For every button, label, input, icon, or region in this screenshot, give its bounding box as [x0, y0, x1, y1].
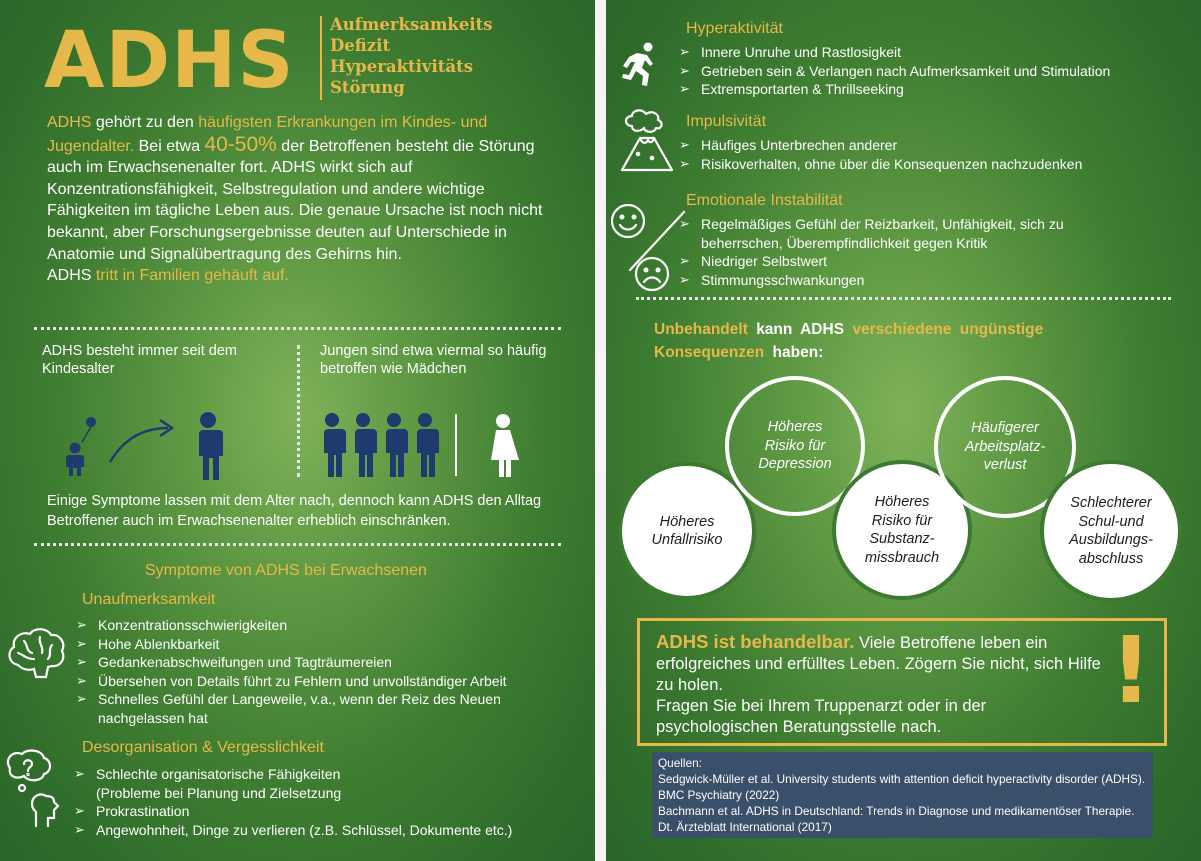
subtitle: [330, 14, 493, 98]
untreated-heading: [654, 318, 1074, 364]
emotional-title: Emotionale Instabilität: [686, 192, 843, 209]
consequence-substance-label: Höheres Risiko für Substanz-missbrauch: [864, 494, 940, 566]
intro-text-2: Bei etwa: [134, 137, 205, 155]
impulsivity-title: Impulsivität: [686, 113, 767, 130]
brain-icon: [4, 625, 68, 683]
list-item: ➢ Angewohnheit, Dinge zu verlieren (z.B. Schlüssel, Dokumente etc.): [74, 821, 574, 840]
treatable-box: [637, 618, 1167, 746]
list-item: ➢ Niedriger Selbstwert: [679, 252, 1109, 271]
source-1: Sedgwick-Müller et al. University students with attention deficit hyperactivity disorder (ADHS). BMC Psychiatry (2022): [658, 772, 1146, 802]
stat-childhood: ADHS besteht immer seit dem Kindesalter: [42, 343, 238, 377]
subtitle-line-3: Hyperaktivitäts: [330, 57, 473, 76]
symptoms-title: Symptome von ADHS bei Erwachsenen: [145, 562, 427, 579]
gender-ratio-icon: [316, 412, 526, 478]
thinking-head-icon: [2, 748, 72, 830]
sources-box: [652, 752, 1153, 838]
consequence-school-label: Schlechterer Schul-und Ausbildungs-abschluss: [1069, 495, 1153, 567]
treatable-body: Viele Betroffene leben ein erfolgreiches und erfülltes Leben. Zögern Sie nicht, sich Hilfe zu holen.: [656, 634, 1101, 694]
consequence-job-label: Häufigerer Arbeitsplatz-verlust: [964, 420, 1046, 474]
inattention-title: Unaufmerksamkeit: [82, 591, 216, 608]
title: ADHS: [44, 16, 295, 106]
volcano-icon: [618, 108, 676, 172]
intro-adhs: ADHS: [47, 114, 92, 131]
intro-highlight: häufigsten Erkrankungen im Kindes- und Jugendalter.: [47, 114, 488, 155]
divider: [34, 543, 561, 546]
untreated-word-4: verschiedene ungünstige Konsequenzen: [654, 321, 1044, 361]
untreated-word-2: kann: [756, 321, 793, 338]
age-note: Einige Symptome lassen mit dem Alter nach, dennoch kann ADHS den Alltag Betroffener auch im Erwachsenenalter erheblich einschränken.: [47, 493, 542, 529]
list-item: ➢ Übersehen von Details führt zu Fehlern und unvollständiger Arbeit: [76, 672, 576, 691]
list-item: ➢ Gedankenabschweifungen und Tagträumereien: [76, 653, 576, 672]
divider: [636, 297, 1171, 300]
consequence-depression-label: Höheres Risiko für Depression: [758, 419, 832, 473]
inattention-list: [76, 616, 576, 727]
subtitle-line-4: Störung: [330, 78, 405, 97]
title-divider: [320, 16, 322, 100]
list-item: ➢ Innere Unruhe und Rastlosigkeit: [679, 43, 1194, 62]
mood-faces-icon: [608, 196, 690, 296]
child-to-adult-icon: [60, 410, 240, 482]
subtitle-line-1: Aufmerksamkeits: [330, 15, 493, 34]
list-item: ➢ Stimmungsschwankungen: [679, 271, 1109, 290]
treatable-text: [656, 631, 1111, 738]
list-item: ➢ Regelmäßiges Gefühl der Reizbarkeit, Unfähigkeit, sich zu beherrschen, Überempfindlichkeit gegen Kritik: [679, 215, 1109, 252]
stat-divider: [297, 345, 300, 477]
list-item: ➢ Hohe Ablenkbarkeit: [76, 635, 576, 654]
list-item: ➢ Schlechte organisatorische Fähigkeiten (Probleme bei Planung und Zielsetzung: [74, 765, 396, 802]
intro-adhs-2: ADHS: [47, 267, 92, 285]
right-panel: [606, 0, 1201, 861]
stat-gender: Jungen sind etwa viermal so häufig betroffen wie Mädchen: [320, 343, 547, 377]
subtitle-line-2: Defizit: [330, 36, 391, 55]
sources-title: Quellen:: [658, 756, 702, 770]
treatable-contact: Fragen Sie bei Ihrem Truppenarzt oder in der psychologischen Beratungsstelle nach.: [656, 697, 987, 736]
runner-icon: [620, 42, 660, 88]
disorganisation-title: Desorganisation & Vergesslichkeit: [82, 739, 324, 756]
intro-percent: 40-50%: [204, 132, 277, 156]
exclamation-icon: !: [1110, 617, 1152, 724]
hyper-list: [679, 43, 1194, 99]
list-item: ➢ Häufiges Unterbrechen anderer: [679, 136, 1194, 155]
list-item: ➢ Prokrastination: [74, 802, 574, 821]
list-item: ➢ Risikoverhalten, ohne über die Konsequenzen nachzudenken: [679, 155, 1194, 174]
intro-paragraph: [47, 112, 547, 287]
impulsivity-list: [679, 136, 1194, 173]
list-item: ➢ Extremsportarten & Thrillseeking: [679, 80, 1194, 99]
emotional-list: [679, 215, 1109, 289]
list-item: ➢ Schnelles Gefühl der Langeweile, v.a., wenn der Reiz des Neuen nachgelassen hat: [76, 690, 558, 727]
disorganisation-list: [74, 765, 574, 839]
treatable-heading: ADHS ist behandelbar.: [656, 631, 855, 652]
consequence-school: [1040, 460, 1182, 602]
left-panel: [0, 0, 595, 861]
hyper-title: Hyperaktivität: [686, 20, 783, 37]
intro-text-3: der Betroffenen besteht die Störung auch im Erwachsenenalter fort. ADHS wirkt sich auf Konzentrationsfähigkeit, Selbstregulation und andere wichtige Fähigkeiten im tägliche Leben aus. Die genaue Ursache ist noch nicht bekannt, aber Forschungsergebnisse deuten auf Unterschiede in Anatomie und Signalübertragung des Gehirns hin.: [47, 137, 543, 263]
list-item: ➢ Konzentrationsschwierigkeiten: [76, 616, 576, 635]
untreated-word-3: ADHS: [800, 321, 845, 338]
list-item: ➢ Getrieben sein & Verlangen nach Aufmerksamkeit und Stimulation: [679, 62, 1194, 81]
intro-family: tritt in Familien gehäuft auf.: [91, 267, 289, 285]
untreated-word-5: haben:: [772, 344, 824, 361]
divider: [34, 327, 561, 330]
consequence-accident-label: Höheres Unfallrisiko: [651, 513, 723, 548]
untreated-word-1: Unbehandelt: [654, 321, 748, 338]
source-2: Bachmann et al. ADHS in Deutschland: Trends in Diagnose und medikamentöser Therapie. Dt. Ärzteblatt International (2017): [658, 804, 1135, 834]
intro-text-1: gehört zu den: [91, 114, 199, 131]
